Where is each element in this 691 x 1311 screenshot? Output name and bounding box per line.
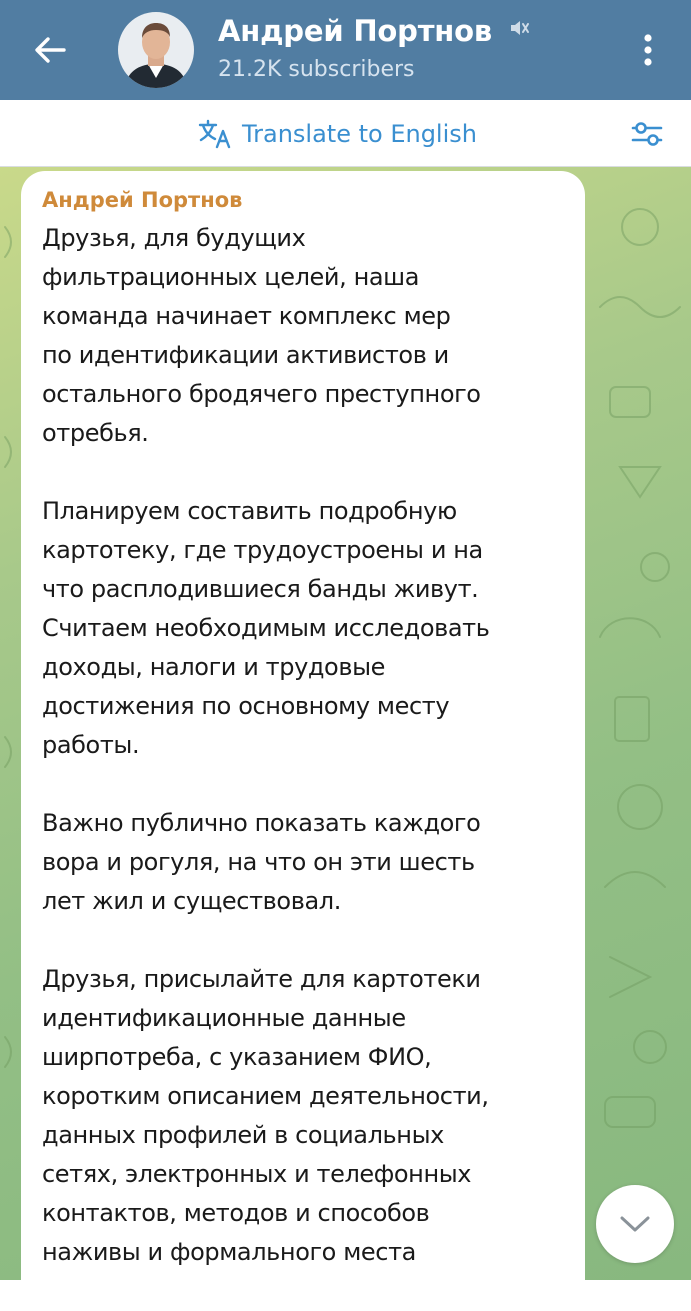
text-line: картотеку, где трудоустроены и на xyxy=(42,536,483,564)
message-paragraph xyxy=(42,804,565,921)
message-bubble[interactable] xyxy=(21,171,585,1311)
text-line: фильтрационных целей, наша xyxy=(42,263,420,291)
sliders-icon xyxy=(630,119,664,149)
avatar-photo xyxy=(118,12,194,88)
channel-avatar[interactable] xyxy=(118,12,194,88)
vertical-dots-icon xyxy=(643,33,653,67)
text-line: данных профилей в социальных xyxy=(42,1121,444,1149)
text-line: работы. xyxy=(42,731,140,759)
message-paragraph xyxy=(42,492,565,765)
text-line: достижения по основному месту xyxy=(42,692,450,720)
message-paragraph xyxy=(42,960,565,1272)
back-button[interactable] xyxy=(22,24,78,76)
text-line: отребья. xyxy=(42,419,149,447)
text-line: Считаем необходимым исследовать xyxy=(42,614,490,642)
message-text xyxy=(42,219,565,1272)
text-line: вора и рогуля, на что он эти шесть xyxy=(42,848,475,876)
text-line: лет жил и существовал. xyxy=(42,887,341,915)
chat-header xyxy=(0,0,691,100)
text-line: команда начинает комплекс мер xyxy=(42,302,451,330)
translate-bar xyxy=(0,100,691,167)
channel-name: Андрей Портнов xyxy=(218,14,493,48)
translation-settings-button[interactable] xyxy=(624,112,670,156)
muted-speaker-icon xyxy=(508,17,530,39)
more-options-button[interactable] xyxy=(624,26,672,74)
channel-title[interactable] xyxy=(218,14,530,48)
message-paragraph xyxy=(42,219,565,453)
text-line: сетях, электронных и телефонных xyxy=(42,1160,472,1188)
scroll-to-bottom-button[interactable] xyxy=(596,1185,674,1263)
text-line: доходы, налоги и трудовые xyxy=(42,653,386,681)
text-line: Планируем составить подробную xyxy=(42,497,457,525)
text-line: остального бродячего преступного xyxy=(42,380,481,408)
text-line: идентификационные данные xyxy=(42,1004,406,1032)
text-line: коротким описанием деятельности, xyxy=(42,1082,489,1110)
translate-button[interactable] xyxy=(198,114,477,154)
text-line: Друзья, для будущих xyxy=(42,224,306,252)
translate-icon xyxy=(198,119,232,149)
text-line: Друзья, присылайте для картотеки xyxy=(42,965,481,993)
message-sender: Андрей Портнов xyxy=(42,188,243,212)
text-line: контактов, методов и способов xyxy=(42,1199,430,1227)
text-line: по идентификации активистов и xyxy=(42,341,449,369)
text-line: Важно публично показать каждого xyxy=(42,809,481,837)
chevron-down-icon xyxy=(619,1214,651,1234)
text-line: что расплодившиеся банды живут. xyxy=(42,575,479,603)
arrow-left-icon xyxy=(34,36,66,64)
text-line: ширпотреба, с указанием ФИО, xyxy=(42,1043,432,1071)
subscriber-count: 21.2K subscribers xyxy=(218,57,415,82)
translate-label: Translate to English xyxy=(242,120,477,148)
text-line: наживы и формального места xyxy=(42,1238,416,1266)
